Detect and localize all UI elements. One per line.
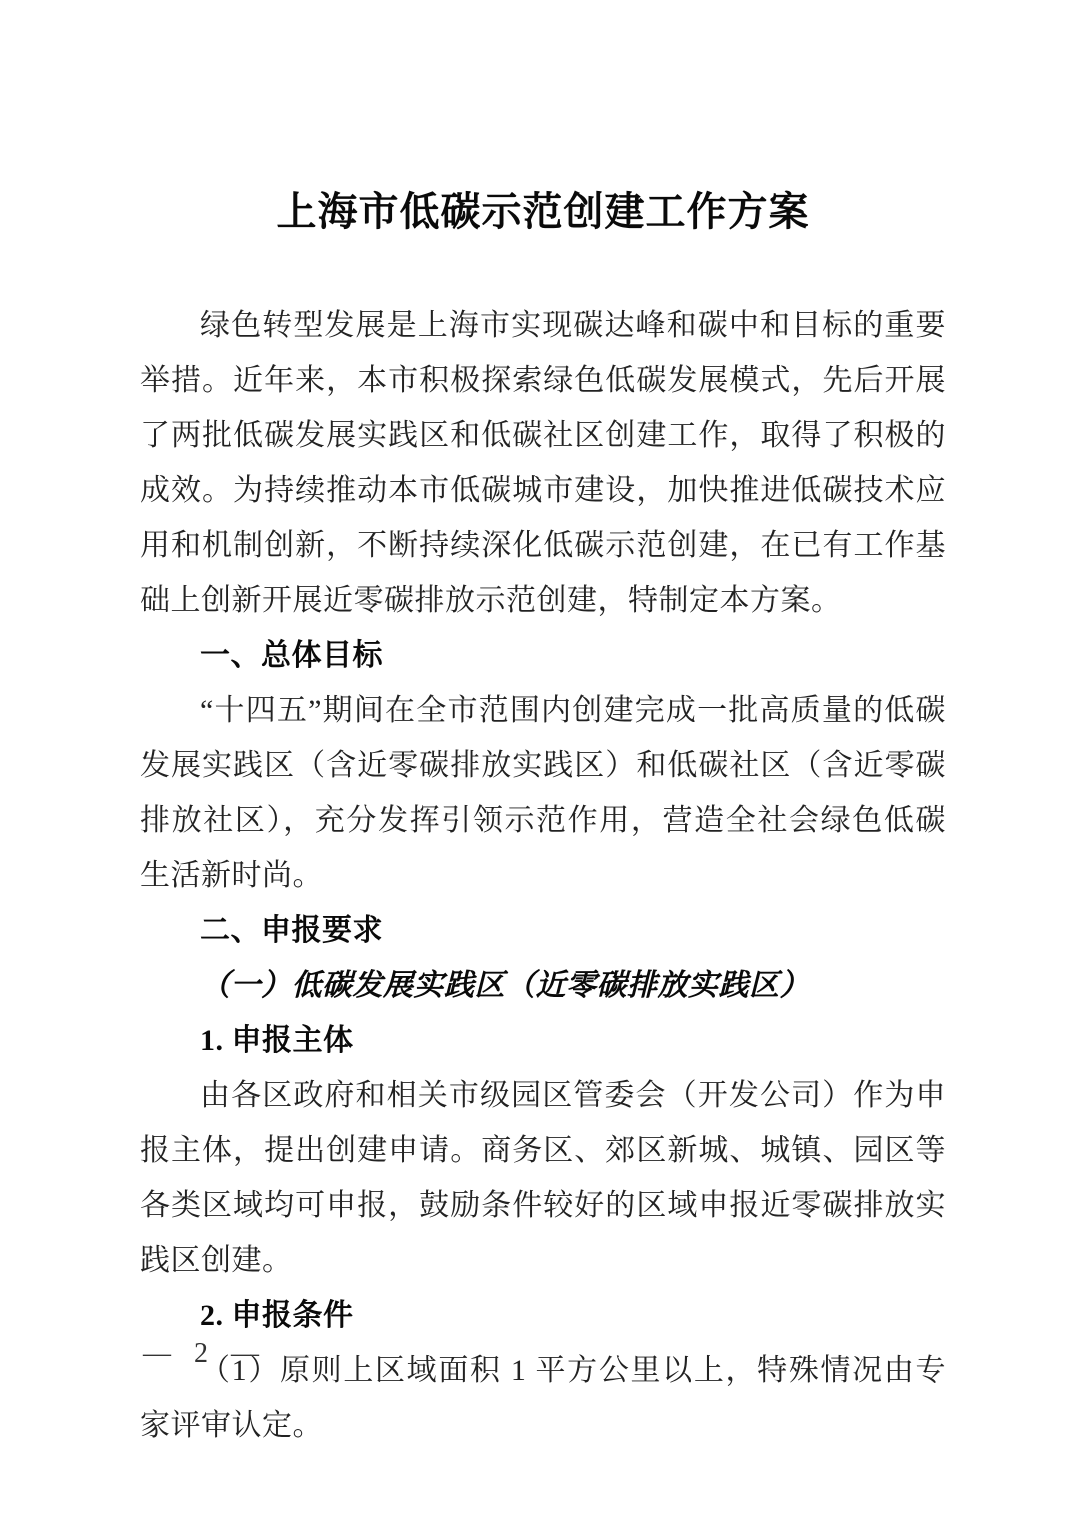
section-heading1: 二、申报要求 bbox=[200, 914, 383, 947]
paragraph: （1）原则上区域面积 1 平方公里以上，特殊情况由专家评审认定。 bbox=[140, 1354, 946, 1442]
document-page bbox=[140, 188, 946, 1453]
section-heading1: 一、总体目标 bbox=[200, 639, 383, 672]
section-heading3: 1. 申报主体 bbox=[200, 1024, 354, 1057]
document-title: 上海市低碳示范创建工作方案 bbox=[276, 189, 810, 234]
document-body bbox=[140, 298, 946, 1453]
section-heading3: 2. 申报条件 bbox=[200, 1299, 354, 1332]
paragraph: “十四五”期间在全市范围内创建完成一批高质量的低碳发展实践区（含近零碳排放实践区）和低碳社区（含近零碳排放社区），充分发挥引领示范作用，营造全社会绿色低碳生活新时尚。 bbox=[140, 694, 946, 892]
section-heading2: （一）低碳发展实践区（近零碳排放实践区） bbox=[200, 969, 810, 1002]
paragraph: 由各区政府和相关市级园区管委会（开发公司）作为申报主体，提出创建申请。商务区、郊区新城、城镇、园区等各类区域均可申报，鼓励条件较好的区域申报近零碳排放实践区创建。 bbox=[140, 1079, 946, 1277]
page-number: — 2 — bbox=[143, 1338, 267, 1369]
paragraph: 绿色转型发展是上海市实现碳达峰和碳中和目标的重要举措。近年来，本市积极探索绿色低碳发展模式，先后开展了两批低碳发展实践区和低碳社区创建工作，取得了积极的成效。为持续推动本市低碳城市建设，加快推进低碳技术应用和机制创新，不断持续深化低碳示范创建，在已有工作基础上创新开展近零碳排放示范创建，特制定本方案。 bbox=[140, 309, 946, 617]
